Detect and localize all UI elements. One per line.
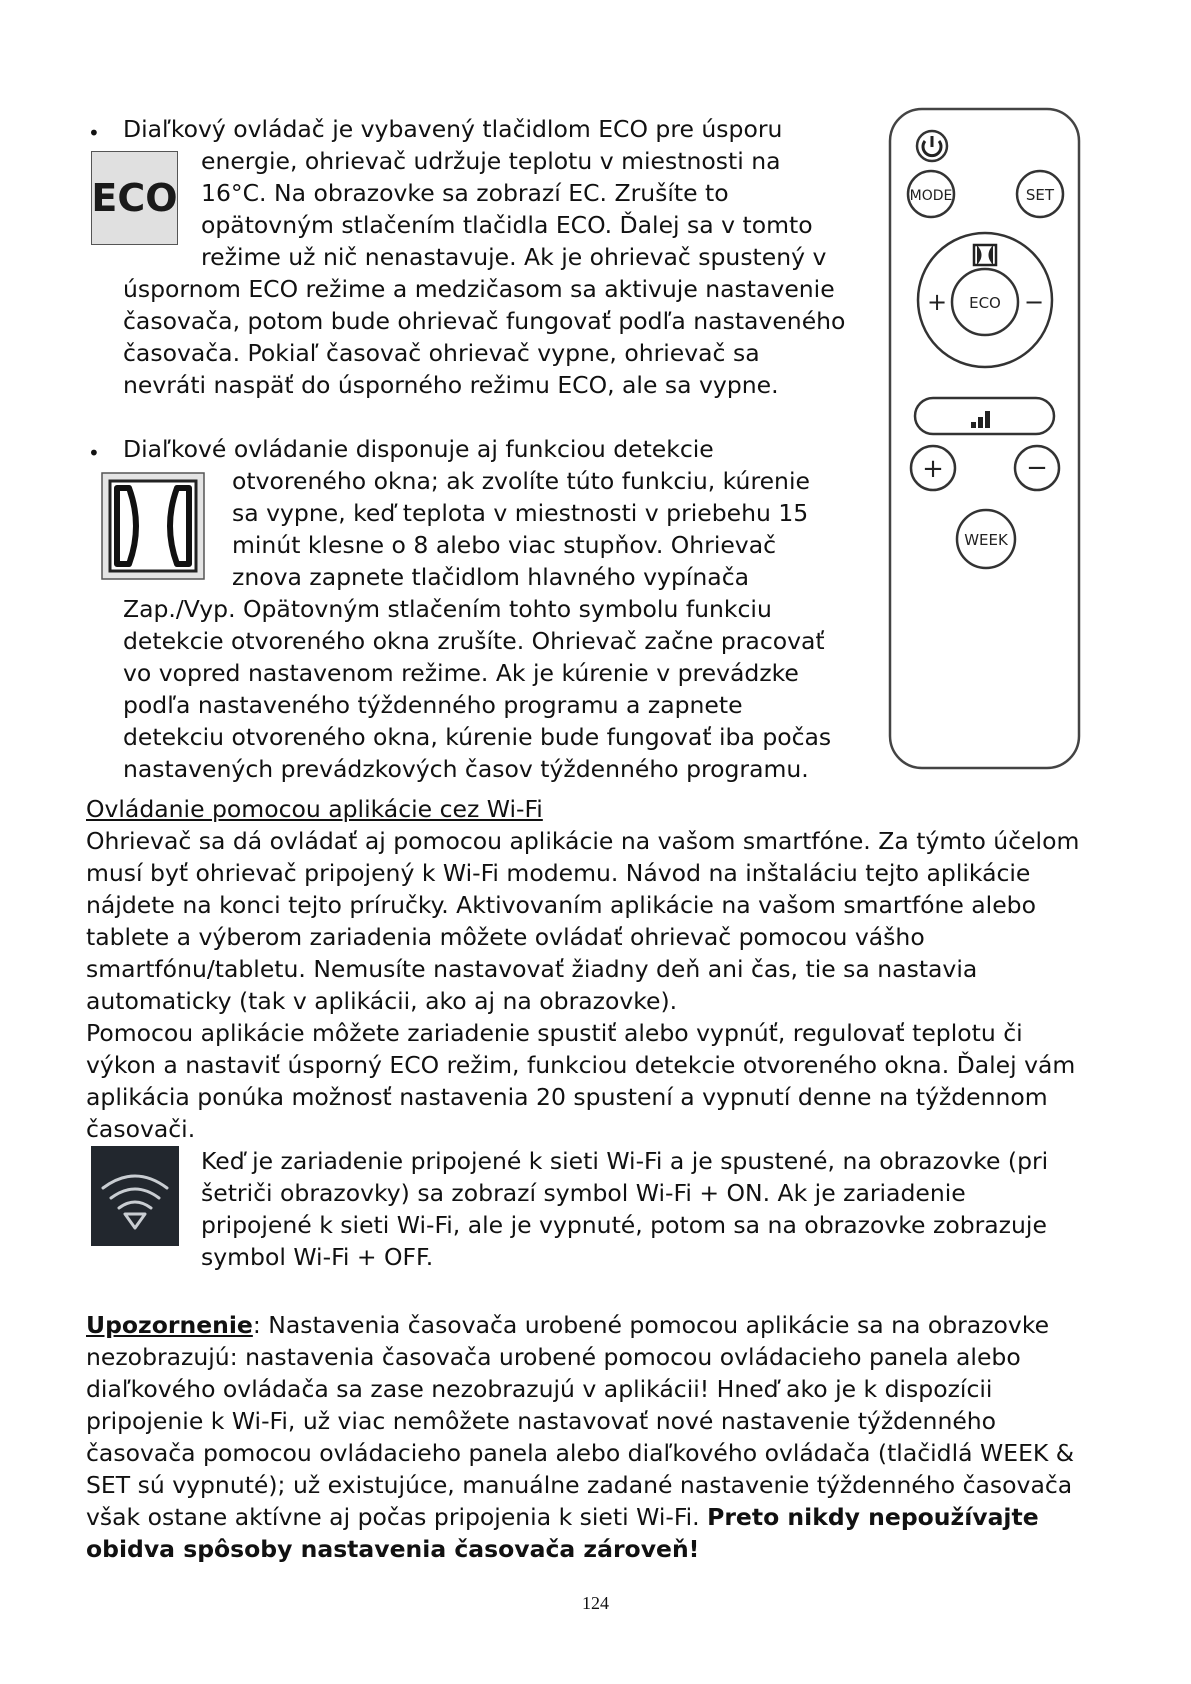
warning-label: Upozornenie	[86, 1311, 253, 1339]
eco-text-line: režime už nič nenastavuje. Ak je ohrievač spustený v	[201, 243, 827, 271]
window-text-line: detekcie otvoreného okna zrušíte. Ohrievač začne pracovať	[123, 627, 825, 655]
eco-text-line: nevráti naspäť do úsporného režimu ECO, ale sa vypne.	[123, 371, 779, 399]
window-detect-icon	[974, 245, 996, 265]
remote-mode-label: MODE	[909, 188, 953, 204]
window-text-line: Zap./Vyp. Opätovným stlačením tohto symbolu funkciu	[123, 595, 772, 623]
remote-plus-label: +	[922, 454, 944, 484]
warning-text-line: pripojenie k Wi-Fi, už viac nemôžete nastavovať nové nastavenie týždenného	[86, 1407, 997, 1435]
wifi-text-line: smartfónu/tabletu. Nemusíte nastavovať žiadny deň ani čas, tie sa nastavia	[86, 955, 978, 983]
bullet: •	[88, 121, 100, 145]
window-text-line: vo vopred nastavenom režime. Ak je kúrenie v prevádzke	[123, 659, 799, 687]
wifi-text-line: nájdete na konci tejto príručky. Aktivovaním aplikácie na vašom smartfóne alebo	[86, 891, 1036, 919]
wifi-text-line: šetriči obrazovky) sa zobrazí symbol Wi-Fi + ON. Ak je zariadenie	[201, 1179, 966, 1207]
wifi-section-heading: Ovládanie pomocou aplikácie cez Wi-Fi	[86, 795, 543, 823]
wifi-text-line: pripojené k sieti Wi-Fi, ale je vypnuté, potom sa na obrazovke zobrazuje	[201, 1211, 1047, 1239]
window-text-line: sa vypne, keď teplota v miestnosti v priebehu 15	[232, 499, 809, 527]
eco-text-line: úspornom ECO režime a medzičasom sa aktivuje nastavenie	[123, 275, 835, 303]
window-text-line: znova zapnete tlačidlom hlavného vypínača	[232, 563, 750, 591]
wifi-text-line: Ohrievač sa dá ovládať aj pomocou aplikácie na vašom smartfóne. Za týmto účelom	[86, 827, 1080, 855]
warning-bold-line: obidva spôsoby nastavenia časovača zároveň!	[86, 1535, 700, 1563]
window-text-line: nastavených prevádzkových časov týždenného programu.	[123, 755, 809, 783]
wifi-text-line: automaticky (tak v aplikácii, ako aj na obrazovke).	[86, 987, 678, 1015]
bullet: •	[88, 441, 100, 465]
wifi-text-line: aplikácia ponúka možnosť nastavenia 20 spustení a vypnutí denne na týždennom	[86, 1083, 1048, 1111]
eco-text-line: energie, ohrievač udržuje teplotu v miestnosti na	[201, 147, 781, 175]
power-icon	[917, 131, 947, 161]
eco-text-line: časovača, potom bude ohrievač fungovať podľa nastaveného	[123, 307, 846, 335]
open-window-icon	[101, 472, 205, 580]
remote-power-level-button	[915, 398, 1054, 434]
wifi-text-line: musí byť ohrievač pripojený k Wi-Fi modemu. Návod na inštaláciu tejto aplikácie	[86, 859, 1031, 887]
warning-last-normal: však ostane aktívne aj počas pripojenia k sieti Wi-Fi.	[86, 1503, 708, 1531]
remote-eco-label: ECO	[969, 294, 1001, 312]
eco-button-icon	[91, 151, 178, 245]
warning-bold-text: Preto nikdy nepoužívajte	[707, 1503, 1039, 1531]
wifi-icon	[91, 1146, 179, 1246]
warning-text-line: nezobrazujú: nastavenia časovača urobené pomocou ovládacieho panela alebo	[86, 1343, 1021, 1371]
warning-first-line-rest: : Nastavenia časovača urobené pomocou aplikácie sa na obrazovke	[252, 1311, 1050, 1339]
remote-week-label: WEEK	[964, 531, 1008, 549]
window-text-line: otvoreného okna; ak zvolíte túto funkciu, kúrenie	[232, 467, 810, 495]
eco-text-line: 16°C. Na obrazovke sa zobrazí EC. Zrušíte to	[201, 179, 729, 207]
eco-text-line: Diaľkový ovládač je vybavený tlačidlom ECO pre úsporu	[123, 115, 783, 143]
warning-first-line	[86, 1310, 1049, 1341]
remote-minus-label: −	[1026, 453, 1048, 483]
warning-text-line: diaľkového ovládača sa zase nezobrazujú v aplikácii! Hneď ako je k dispozícii	[86, 1375, 993, 1403]
page-number: 124	[582, 1593, 609, 1613]
wifi-text-line: symbol Wi-Fi + OFF.	[201, 1243, 434, 1271]
remote-control-illustration	[887, 106, 1082, 771]
wifi-text-line: tablete a výberom zariadenia môžete ovládať ohrievač pomocou vášho	[86, 923, 925, 951]
warning-text-line: SET sú vypnuté); už existujúce, manuálne zadané nastavenie týždenného časovača	[86, 1471, 1073, 1499]
wifi-text-line: výkon a nastaviť úsporný ECO režim, funkciou detekcie otvoreného okna. Ďalej vám	[86, 1051, 1076, 1079]
warning-last-line	[86, 1502, 1039, 1533]
window-text-line: Diaľkové ovládanie disponuje aj funkciou detekcie	[123, 435, 714, 463]
eco-icon-label: ECO	[91, 176, 178, 220]
remote-dpad-plus: +	[926, 288, 948, 316]
remote-set-label: SET	[1025, 186, 1055, 204]
wifi-text-line: Pomocou aplikácie môžete zariadenie spustiť alebo vypnúť, regulovať teplotu či	[86, 1019, 1023, 1047]
window-text-line: minút klesne o 8 alebo viac stupňov. Ohrievač	[232, 531, 777, 559]
eco-text-line: opätovným stlačením tlačidla ECO. Ďalej sa v tomto	[201, 211, 813, 239]
remote-dpad-minus: −	[1023, 288, 1045, 316]
wifi-text-line: Keď je zariadenie pripojené k sieti Wi-Fi a je spustené, na obrazovke (pri	[201, 1147, 1049, 1175]
eco-text-line: časovača. Pokiaľ časovač ohrievač vypne, ohrievač sa	[123, 339, 760, 367]
window-text-line: detekciu otvoreného okna, kúrenie bude fungovať iba počas	[123, 723, 832, 751]
wifi-text-line: časovači.	[86, 1115, 196, 1143]
warning-text-line: časovača pomocou ovládacieho panela alebo diaľkového ovládača (tlačidlá WEEK &	[86, 1439, 1075, 1467]
window-text-line: podľa nastaveného týždenného programu a zapnete	[123, 691, 743, 719]
